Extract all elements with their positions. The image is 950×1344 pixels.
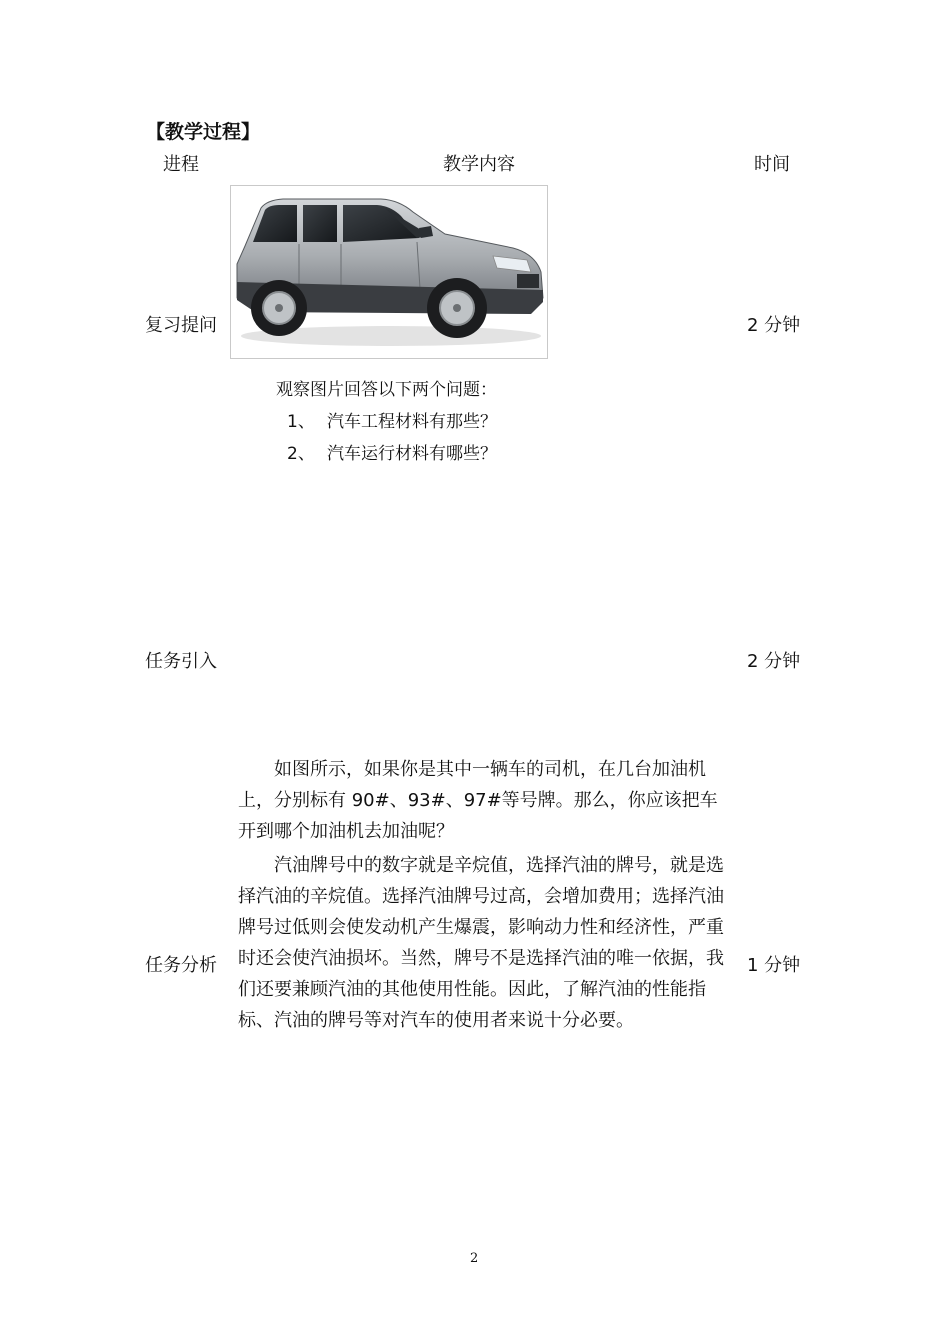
- question-prompt: 观察图片回答以下两个问题：: [276, 380, 497, 400]
- question-2-text: 汽车运行材料有哪些？: [327, 444, 497, 464]
- time-task-intro: 2 分钟: [747, 651, 801, 672]
- task-analysis-paragraph: 汽油牌号中的数字就是辛烷值，选择汽油的牌号，就是选择汽油的辛烷值。选择汽油牌号过高，会增加费用；选择汽油牌号过低则会使发动机产生爆震，影响动力性和经济性，严重时还会使汽油损坏。当然，牌号不是选择汽油的唯一依据，我们还要兼顾汽油的其他使用性能。因此，了解汽油的性能指标、汽油的牌号等对汽车的使用者来说十分必要。: [238, 855, 724, 1031]
- header-stage: 进程: [163, 154, 199, 175]
- question-2-number: 2、: [287, 444, 315, 464]
- section-title: 【教学过程】: [146, 121, 261, 143]
- stage-task-intro: 任务引入: [145, 651, 217, 672]
- question-1-number: 1、: [287, 412, 315, 432]
- stage-task-analysis: 任务分析: [145, 955, 217, 976]
- task-intro-text: [238, 754, 724, 847]
- car-photo: [230, 185, 548, 359]
- task-intro-paragraph: 如图所示，如果你是其中一辆车的司机，在几台加油机上，分别标有 90#、93#、97#等号牌。那么，你应该把车开到哪个加油机去加油呢？: [238, 759, 718, 842]
- time-review: 2 分钟: [747, 315, 801, 336]
- page-number: 2: [470, 1251, 479, 1266]
- stage-review: 复习提问: [145, 315, 217, 336]
- header-time: 时间: [754, 154, 790, 175]
- car-image: [231, 186, 547, 358]
- task-analysis-text: [238, 850, 724, 1036]
- question-1-text: 汽车工程材料有那些？: [327, 412, 497, 432]
- time-task-analysis: 1 分钟: [747, 955, 801, 976]
- header-content: 教学内容: [443, 154, 515, 175]
